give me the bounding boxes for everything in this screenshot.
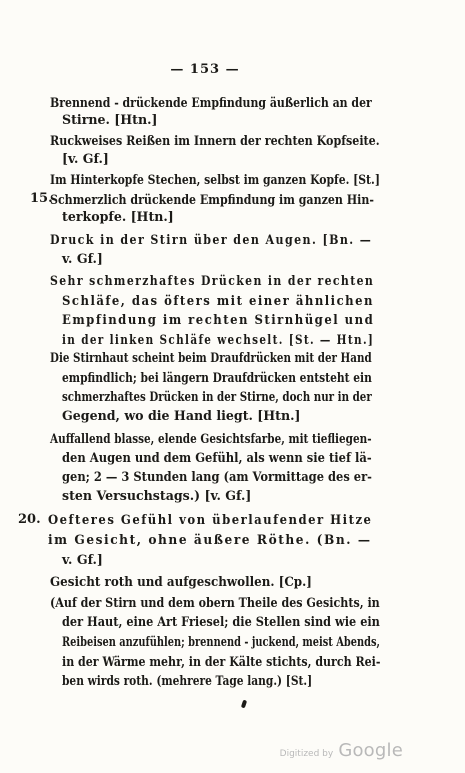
text-line: den Augen und dem Gefühl, als wenn sie tief lä- — [62, 450, 372, 465]
text-line: in der Wärme mehr, in der Kälte stichts, durch Rei- — [62, 654, 381, 669]
text-line: Empfindung im rechten Stirnhügel und — [62, 312, 375, 327]
entry-number: 20. — [18, 512, 41, 527]
page-number: — 153 — — [170, 62, 240, 77]
text-line: Druck in der Stirn über den Augen. [Bn. — — [50, 232, 373, 247]
text-line: Ruckweises Reißen im Innern der rechten Kopfseite. — [50, 133, 380, 148]
google-logo: Google — [338, 740, 403, 761]
entry-number: 15. — [30, 191, 53, 206]
text-line: v. Gf.] — [62, 251, 103, 266]
text-line: Schläfe, das öfters mit einer ähnlichen — [62, 293, 374, 308]
text-line: Die Stirnhaut scheint beim Draufdrücken mit der Hand — [50, 350, 372, 365]
digitized-watermark — [280, 740, 403, 761]
ink-mark — [241, 700, 247, 709]
text-line: Stirne. [Htn.] — [62, 112, 158, 127]
text-line: Reibeisen anzufühlen; brennend - juckend, meist Abends, — [62, 634, 380, 649]
text-line: Gegend, wo die Hand liegt. [Htn.] — [62, 408, 301, 423]
text-line: Im Hinterkopfe Stechen, selbst im ganzen Kopfe. [St.] — [50, 172, 380, 187]
text-line: Brennend - drückende Empfindung äußerlich an der — [50, 95, 372, 110]
text-line: (Auf der Stirn und dem obern Theile des Gesichts, in — [50, 595, 380, 610]
text-line: schmerzhaftes Drücken in der Stirne, doch nur in der — [62, 389, 372, 404]
text-line: Oefteres Gefühl von überlaufender Hitze — [48, 512, 373, 527]
text-line: Gesicht roth und aufgeschwollen. [Cp.] — [50, 574, 312, 589]
text-line: ben wirds roth. (mehrere Tage lang.) [St.] — [62, 673, 313, 688]
text-line: Sehr schmerzhaftes Drücken in der rechten — [50, 273, 375, 288]
text-line: sten Versuchstags.) [v. Gf.] — [62, 488, 252, 503]
text-line: empfindlich; bei längern Draufdrücken entsteht ein — [62, 370, 372, 385]
text-line: der Haut, eine Art Friesel; die Stellen sind wie ein — [62, 614, 380, 629]
text-line: terkopfe. [Htn.] — [62, 209, 174, 224]
digitized-label: Digitized by — [279, 749, 334, 759]
text-line: Schmerzlich drückende Empfindung im ganzen Hin- — [50, 192, 374, 207]
text-line: in der linken Schläfe wechselt. [St. — Htn.] — [62, 332, 375, 347]
text-line: [v. Gf.] — [62, 151, 109, 166]
text-line: Auffallend blasse, elende Gesichtsfarbe, mit tiefliegen- — [50, 431, 372, 446]
text-line: im Gesicht, ohne äußere Röthe. (Bn. — — [48, 532, 372, 547]
text-line: gen; 2 — 3 Stunden lang (am Vormittage des er- — [62, 469, 372, 484]
text-line: v. Gf.] — [62, 552, 103, 567]
